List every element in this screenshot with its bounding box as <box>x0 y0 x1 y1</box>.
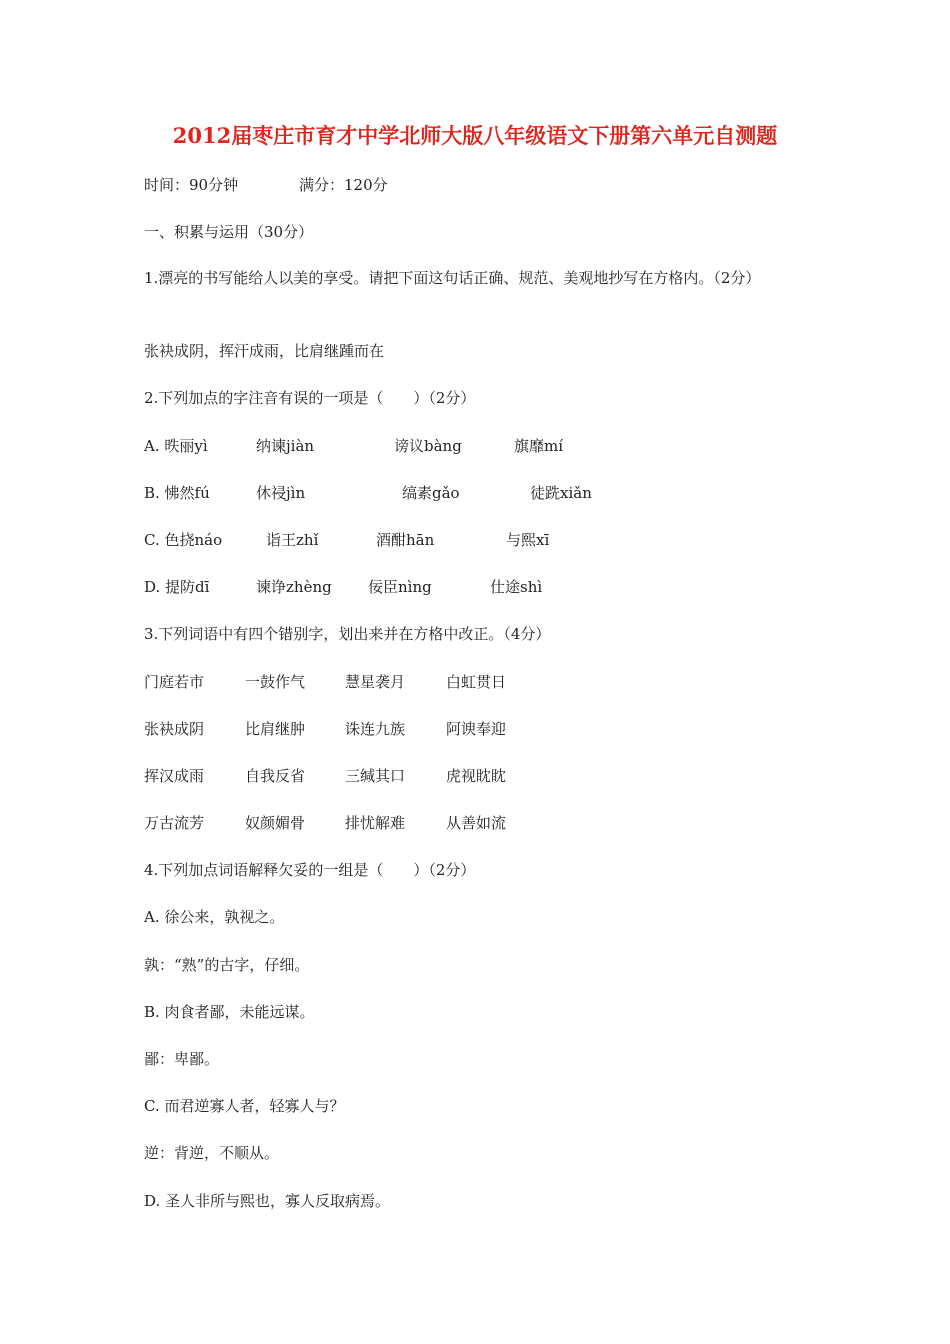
option-item: 诣王zhǐ <box>266 531 319 549</box>
option-item: 与熙xī <box>506 531 550 549</box>
option-item: 酒酣hān <box>376 531 435 549</box>
question-4-line: 孰：“熟”的古字，仔细。 <box>144 956 310 974</box>
idiom-item: 自我反省 <box>245 767 306 785</box>
idiom-item: 张袂成阴 <box>144 720 205 738</box>
question-3-prompt: 3.下列词语中有四个错别字，划出来并在方格中改正。（4分） <box>144 625 551 643</box>
option-item: 谤议bàng <box>394 437 462 455</box>
question-4-line: 逆：背逆，不顺从。 <box>144 1144 280 1162</box>
idiom-item: 阿谀奉迎 <box>446 720 507 738</box>
document-title: 2012届枣庄市育才中学北师大版八年级语文下册第六单元自测题 <box>172 123 778 148</box>
idiom-item: 万古流芳 <box>144 814 205 832</box>
idiom-item: 从善如流 <box>446 814 507 832</box>
idiom-item: 一鼓作气 <box>245 673 306 691</box>
idiom-item: 门庭若市 <box>144 673 205 691</box>
idiom-item: 慧星袭月 <box>345 673 406 691</box>
section-heading: 一、积累与运用（30分） <box>144 223 314 241</box>
option-item: C. 色挠náo <box>144 531 223 549</box>
idiom-item: 三缄其口 <box>345 767 406 785</box>
option-item: 佞臣nìng <box>368 578 432 596</box>
question-4-line: D. 圣人非所与熙也，寡人反取病焉。 <box>144 1192 391 1210</box>
option-item: 仕途shì <box>490 578 543 596</box>
question-1-prompt: 1.漂亮的书写能给人以美的享受。请把下面这句话正确、规范、美观地抄写在方格内。（2分） <box>144 269 761 287</box>
idiom-item: 挥汉成雨 <box>144 767 205 785</box>
option-item: 纳谏jiàn <box>256 437 315 455</box>
question-4-line: B. 肉食者鄙，未能远谋。 <box>144 1003 315 1021</box>
question-4-line: A. 徐公来，孰视之。 <box>144 908 285 926</box>
option-item: B. 怫然fú <box>144 484 210 502</box>
idiom-item: 虎视眈眈 <box>446 767 507 785</box>
option-item: A. 昳丽yì <box>144 437 208 455</box>
question-1-sentence: 张袂成阴，挥汗成雨，比肩继踵而在 <box>144 342 385 360</box>
question-4-line: 鄙：卑鄙。 <box>144 1050 220 1068</box>
option-item: 谏诤zhèng <box>256 578 332 596</box>
question-4-line: C. 而君逆寡人者，轻寡人与？ <box>144 1097 345 1115</box>
option-item: 休祲jìn <box>256 484 306 502</box>
idiom-item: 比肩继肿 <box>245 720 306 738</box>
option-item: D. 提防dī <box>144 578 210 596</box>
question-4-prompt: 4.下列加点词语解释欠妥的一组是（ ）（2分） <box>144 861 476 879</box>
idiom-item: 白虹贯日 <box>446 673 507 691</box>
exam-time: 时间：90分钟 <box>144 176 239 194</box>
option-item: 缟素gǎo <box>402 484 460 502</box>
option-item: 旗靡mí <box>514 437 564 455</box>
idiom-item: 诛连九族 <box>345 720 406 738</box>
idiom-item: 奴颜媚骨 <box>245 814 306 832</box>
option-item: 徒跣xiǎn <box>530 484 592 502</box>
exam-full-score: 满分：120分 <box>299 176 388 194</box>
idiom-item: 排忧解难 <box>345 814 406 832</box>
question-2-prompt: 2.下列加点的字注音有误的一项是（ ）（2分） <box>144 389 476 407</box>
